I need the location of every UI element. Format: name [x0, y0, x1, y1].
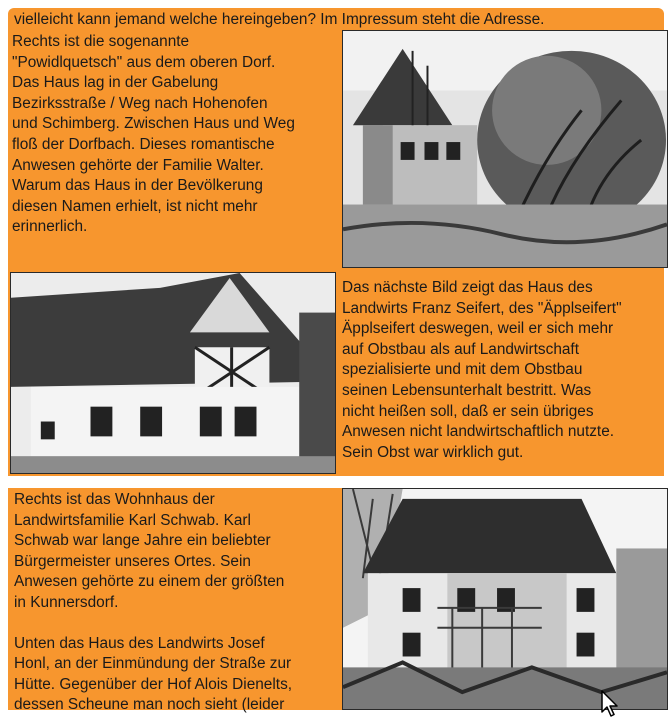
text-line: in Kunnersdorf.: [14, 593, 119, 611]
section3-text: [14, 490, 339, 716]
text-line: dessen Scheune man noch sieht (leider: [14, 696, 285, 714]
text-line: floß der Dorfbach. Dieses romantische: [12, 135, 275, 153]
schwab-photo: [342, 488, 668, 710]
text-line: Äpplseifert deswegen, weil er sich mehr: [342, 320, 614, 338]
section2-text: [342, 278, 664, 463]
text-line: Schwab war lange Jahre ein beliebter: [14, 532, 271, 550]
text-line: seinen Lebensunterhalt bestritt. Was: [342, 381, 592, 399]
text-line: auf Obstbau als auf Landwirtschaft: [342, 340, 579, 358]
text-line: und Schimberg. Zwischen Haus und Weg: [12, 115, 295, 133]
text-line: spezialisierte und mit dem Obstbau: [342, 361, 583, 379]
mouse-pointer-icon: [601, 690, 621, 718]
text-line: Das nächste Bild zeigt das Haus des: [342, 279, 593, 296]
text-line: Sein Obst war wirklich gut.: [342, 443, 524, 461]
text-line: Bezirksstraße / Weg nach Hohenofen: [12, 94, 268, 112]
text-line: Unten das Haus des Landwirts Josef: [14, 634, 265, 652]
text-line: Anwesen gehörte der Familie Walter.: [12, 156, 264, 174]
text-line: Honl, an der Einmündung der Straße zur: [14, 655, 292, 673]
text-line: Das Haus lag in der Gabelung: [12, 74, 219, 92]
text-line: nicht heißen soll, daß er sein übriges: [342, 402, 594, 420]
text-line: erinnerlich.: [12, 218, 88, 236]
text-line: Landwirtsfamilie Karl Schwab. Karl: [14, 511, 251, 529]
section-powidlquetsch: [8, 30, 664, 270]
text-line: Warum das Haus in der Bevölkerung: [12, 177, 263, 195]
text-line: Bürgermeister unseres Ortes. Sein: [14, 552, 251, 570]
text-line: Rechts ist das Wohnhaus der: [14, 491, 215, 508]
aepplseifert-photo: [10, 272, 336, 474]
text-line: diesen Namen erhielt, ist nicht mehr: [12, 197, 258, 215]
section-aepplseifert: [8, 270, 664, 476]
section-schwab: [8, 488, 664, 714]
text-line: Hütte. Gegenüber der Hof Alois Dienelts,: [14, 675, 293, 693]
text-line: Rechts ist die sogenannte: [12, 33, 190, 50]
text-line: "Powidlquetsch" aus dem oberen Dorf.: [12, 53, 276, 71]
powidlquetsch-photo: [342, 30, 668, 268]
text-line: Anwesen gehörte zu einem der größten: [14, 573, 285, 591]
intro-text: vielleicht kann jemand welche hereingeben? Im Impressum steht die Adresse.: [14, 11, 545, 28]
intro-line: [8, 8, 664, 30]
text-line: Landwirts Franz Seifert, des "Äpplseifert": [342, 299, 622, 317]
text-line: Anwesen nicht landwirtschaftlich nutzte.: [342, 423, 615, 441]
section1-text: [12, 32, 337, 238]
